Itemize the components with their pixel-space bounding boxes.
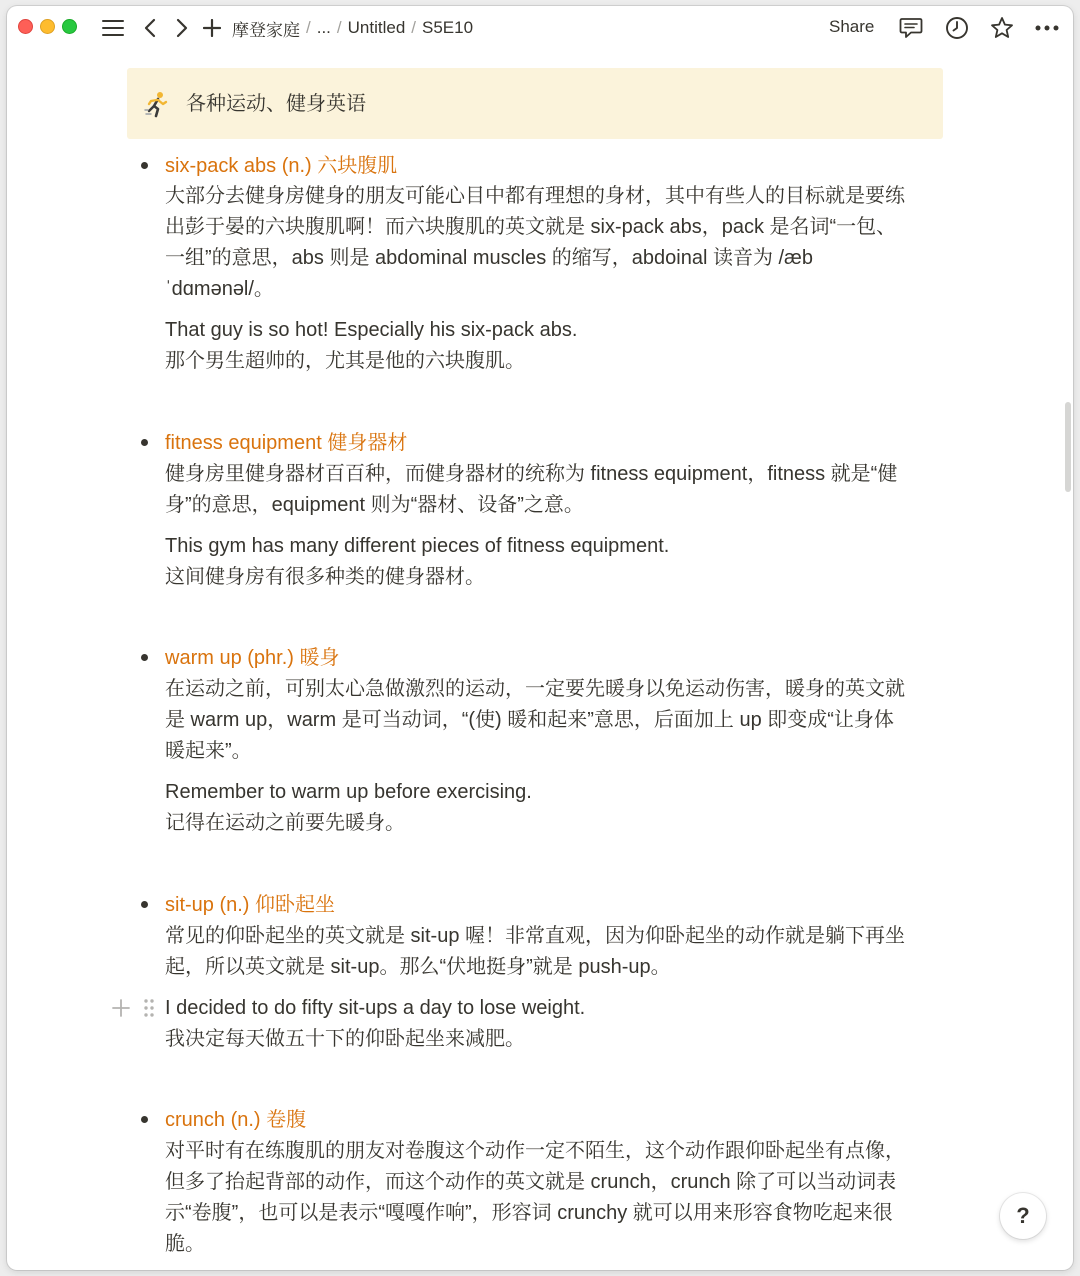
text-line: 是 warm up，warm 是可当动词，“(使) 暖和起来”意思，后面加上 up 即变成“让身体 bbox=[165, 709, 894, 731]
text-line: 身”的意思，equipment 则为“器材、设备”之意。 bbox=[165, 494, 584, 516]
bullet-icon bbox=[141, 439, 148, 446]
explanation-paragraph[interactable] bbox=[165, 921, 935, 983]
close-window-button[interactable] bbox=[18, 19, 33, 34]
bullet-icon bbox=[141, 654, 148, 661]
bullet-icon bbox=[141, 162, 148, 169]
explanation-paragraph[interactable] bbox=[165, 181, 935, 305]
new-page-icon[interactable] bbox=[202, 16, 222, 40]
text-line: 常见的仰卧起坐的英文就是 sit-up 喔！非常直观，因为仰卧起坐的动作就是躺下再坐 bbox=[165, 925, 906, 947]
breadcrumb-separator: / bbox=[306, 18, 311, 37]
block-handle bbox=[111, 996, 157, 1020]
term-heading[interactable]: six-pack abs (n.) 六块腹肌 bbox=[165, 155, 398, 177]
term-heading[interactable]: warm up (phr.) 暖身 bbox=[165, 647, 340, 669]
scrollbar-thumb[interactable] bbox=[1065, 402, 1071, 492]
text-line: 大部分去健身房健身的朋友可能心目中都有理想的身材，其中有些人的目标就是要练 bbox=[165, 185, 905, 207]
drag-handle-icon[interactable] bbox=[143, 998, 155, 1023]
breadcrumb bbox=[230, 17, 475, 39]
breadcrumb-item-current[interactable]: S5E10 bbox=[422, 18, 474, 37]
text-line: 在运动之前，可别太心急做激烈的运动，一定要先暖身以免运动伤害，暖身的英文就 bbox=[165, 678, 905, 700]
minimize-window-button[interactable] bbox=[40, 19, 55, 34]
history-icon[interactable] bbox=[944, 15, 970, 41]
term-heading[interactable]: crunch (n.) 卷腹 bbox=[165, 1109, 307, 1131]
text-line: 暖起来”。 bbox=[165, 740, 252, 762]
example-chinese: 我决定每天做五十下的仰卧起坐来减肥。 bbox=[165, 1028, 525, 1050]
back-icon[interactable] bbox=[141, 16, 159, 40]
text-line: 对平时有在练腹肌的朋友对卷腹这个动作一定不陌生，这个动作跟仰卧起坐有点像， bbox=[165, 1140, 905, 1162]
example-paragraph[interactable] bbox=[165, 531, 935, 593]
explanation-paragraph[interactable] bbox=[165, 1136, 935, 1260]
more-icon[interactable] bbox=[1034, 15, 1060, 41]
example-english: Remember to warm up before exercising. bbox=[165, 781, 532, 803]
sidebar-menu-icon[interactable] bbox=[101, 16, 125, 40]
text-line: 但多了抬起背部的动作，而这个动作的英文就是 crunch，crunch 除了可以当动词表 bbox=[165, 1171, 897, 1193]
term-heading[interactable]: fitness equipment 健身器材 bbox=[165, 432, 408, 454]
text-line: 一组”的意思，abs 则是 abdominal muscles 的缩写，abdoinal 读音为 /æb bbox=[165, 247, 813, 269]
example-chinese: 这间健身房有很多种类的健身器材。 bbox=[165, 566, 485, 588]
example-english: I decided to do fifty sit-ups a day to lose weight. bbox=[165, 997, 586, 1019]
app-window bbox=[7, 6, 1073, 1270]
example-paragraph[interactable] bbox=[165, 315, 935, 377]
example-chinese: 那个男生超帅的，尤其是他的六块腹肌。 bbox=[165, 350, 525, 372]
text-line: 健身房里健身器材百百种，而健身器材的统称为 fitness equipment，fitness 就是“健 bbox=[165, 463, 898, 485]
example-chinese: 记得在运动之前要先暖身。 bbox=[165, 812, 405, 834]
example-paragraph[interactable] bbox=[165, 993, 935, 1055]
callout-text[interactable]: 各种运动、健身英语 bbox=[186, 93, 366, 115]
text-line: 起，所以英文就是 sit-up。那么“伏地挺身”就是 push-up。 bbox=[165, 956, 671, 978]
forward-icon[interactable] bbox=[173, 16, 191, 40]
breadcrumb-item[interactable]: 摩登家庭 bbox=[232, 20, 300, 40]
favorite-icon[interactable] bbox=[989, 15, 1015, 41]
text-line: 脆。 bbox=[165, 1233, 205, 1255]
breadcrumb-item[interactable]: Untitled bbox=[347, 18, 406, 37]
breadcrumb-separator: / bbox=[336, 18, 342, 37]
term-heading[interactable]: sit-up (n.) 仰卧起坐 bbox=[165, 894, 336, 916]
breadcrumb-item[interactable]: ... bbox=[316, 18, 331, 37]
comment-icon[interactable] bbox=[898, 15, 924, 41]
help-button[interactable]: ? bbox=[1000, 1193, 1046, 1239]
add-block-icon[interactable] bbox=[111, 996, 131, 1025]
title-bar bbox=[7, 6, 1073, 50]
example-english: That guy is so hot! Especially his six-pack abs. bbox=[165, 319, 578, 341]
explanation-paragraph[interactable] bbox=[165, 459, 935, 521]
callout-block[interactable] bbox=[127, 68, 943, 139]
bullet-icon bbox=[141, 1116, 148, 1123]
share-button[interactable]: Share bbox=[829, 17, 875, 36]
breadcrumb-separator: / bbox=[411, 18, 417, 37]
text-line: ˈdɑmənəl/。 bbox=[165, 278, 274, 300]
text-line: 示“卷腹”，也可以是表示“嘎嘎作响”，形容词 crunchy 就可以用来形容食物吃起来很 bbox=[165, 1202, 893, 1224]
text-line: 出彭于晏的六块腹肌啊！而六块腹肌的英文就是 six-pack abs，pack 是名词“一包、 bbox=[165, 216, 897, 238]
explanation-paragraph[interactable] bbox=[165, 674, 935, 767]
zoom-window-button[interactable] bbox=[62, 19, 77, 34]
bullet-icon bbox=[141, 901, 148, 908]
example-english: This gym has many different pieces of fitness equipment. bbox=[165, 535, 670, 557]
runner-emoji-icon[interactable] bbox=[143, 90, 171, 118]
example-paragraph[interactable] bbox=[165, 777, 935, 839]
